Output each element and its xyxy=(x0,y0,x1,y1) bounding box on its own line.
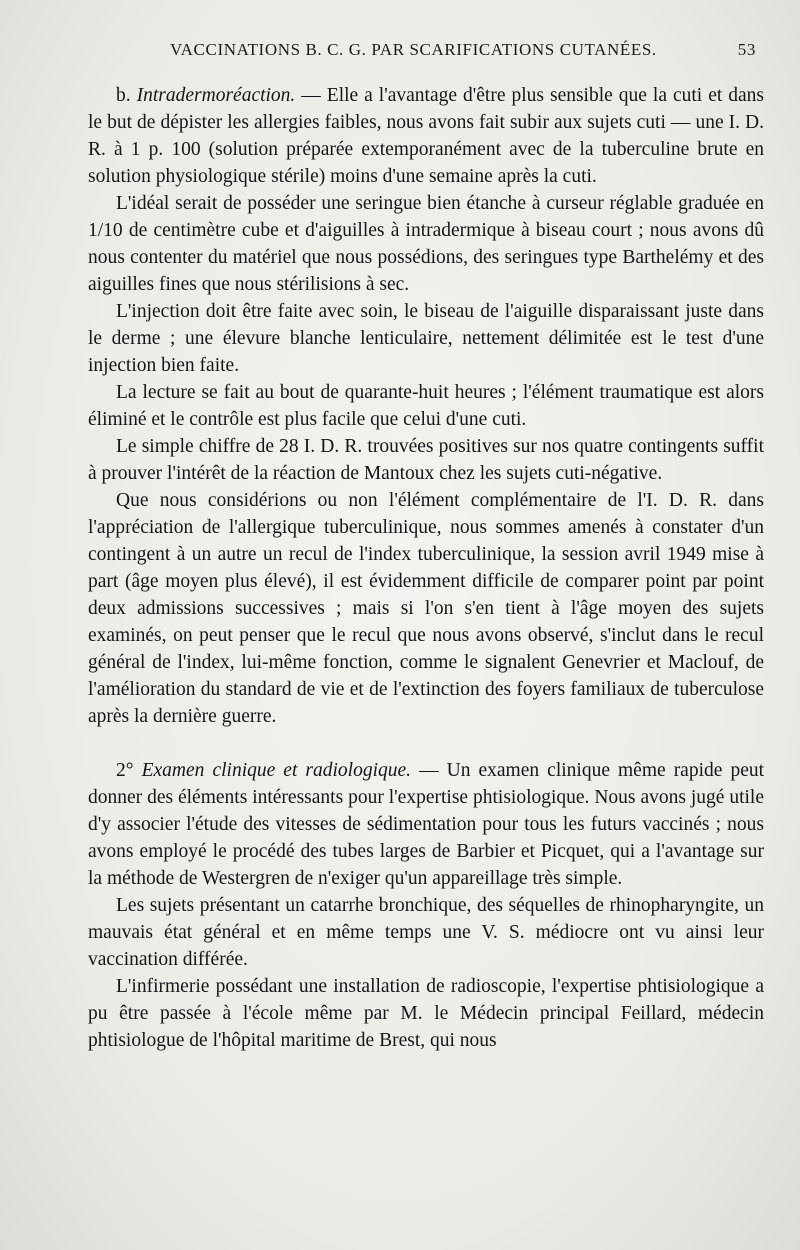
page-number: 53 xyxy=(737,40,756,59)
section-marker: 2° xyxy=(116,760,134,781)
paragraph-simple-figure: Le simple chiffre de 28 I. D. R. trouvées positives sur nos quatre contingents suffit à prouver l'intérêt de la réaction de Mantoux chez les sujets cuti-négative. xyxy=(88,436,764,484)
paragraph-clinical-exam xyxy=(88,757,764,892)
paragraph-intradermoreaction xyxy=(88,82,764,190)
paragraph-infirmary: L'infirmerie possédant une installation de radioscopie, l'expertise phtisiologique a pu être passée à l'école même par M. le Médecin principal Feillard, médecin phtisiologue de l'hôpital maritime de Brest, qui nous xyxy=(88,976,764,1051)
paragraph-ideal-syringe: L'idéal serait de posséder une seringue bien étanche à curseur réglable graduée en 1/10 de centimètre cube et d'aiguilles à intradermique à biseau court ; nous avons dû nous contenter du matériel que nous possédions, des seringues type Barthelémy et des aiguilles fines que nous stérilisions à sec. xyxy=(88,193,764,295)
subsection-heading: Intradermoréaction. xyxy=(136,85,296,106)
body-text xyxy=(88,82,764,1054)
page-header xyxy=(170,40,770,68)
paragraph-text: — Elle a l'avantage d'être plus sensible que la cuti et dans le but de dépister les allergies faibles, nous avons fait subir aux sujets cuti — une I. D. R. à 1 p. 100 (solution préparée extemporanément avec de la tuberculine brute en solution physiologique stérile) moins d'une semaine après la cuti. xyxy=(88,85,765,187)
paragraph-deferred-subjects: Les sujets présentant un catarrhe bronchique, des séquelles de rhinopharyngite, un mauvais état général et en même temps une V. S. médiocre ont vu ainsi leur vaccination différée. xyxy=(88,895,764,970)
running-title: VACCINATIONS B. C. G. PAR SCARIFICATIONS CUTANÉES. xyxy=(170,40,657,59)
paragraph-text: — Un examen clinique même rapide peut donner des éléments intéressants pour l'expertise phtisiologique. Nous avons jugé utile d'y associer l'étude des vitesses de sédimentation pour tous les futurs vaccinés ; nous avons employé le procédé des tubes larges de Barbier et Picquet, qui a l'avantage sur la méthode de Westergren de n'exiger qu'un appareillage très simple. xyxy=(88,760,765,889)
paragraph-reading: La lecture se fait au bout de quarante-huit heures ; l'élément traumatique est alors éliminé et le contrôle est plus facile que celui d'une cuti. xyxy=(88,382,764,430)
subsection-marker: b. xyxy=(116,85,131,106)
paragraph-injection: L'injection doit être faite avec soin, le biseau de l'aiguille disparaissant juste dans le derme ; une élevure blanche lenticulaire, nettement délimitée est le test d'une injection bien faite. xyxy=(88,301,764,376)
section-heading: Examen clinique et radiologique. xyxy=(141,760,412,781)
paragraph-tuberculin-index: Que nous considérions ou non l'élément complémentaire de l'I. D. R. dans l'appréciation de l'allergique tuberculinique, nous sommes amenés à constater d'un contingent à un autre un recul de l'index tuberculinique, la session avril 1949 mise à part (âge moyen plus élevé), il est évidemment difficile de comparer point par point deux admissions successives ; mais si l'on s'en tient à l'âge moyen des sujets examinés, on peut penser que le recul que nous avons observé, s'inclut dans le recul général de l'index, lui-même fonction, comme le signalent Genevrier et Maclouf, de l'amélioration du standard de vie et de l'extinction des foyers familiaux de tuberculose après la dernière guerre. xyxy=(88,490,764,727)
